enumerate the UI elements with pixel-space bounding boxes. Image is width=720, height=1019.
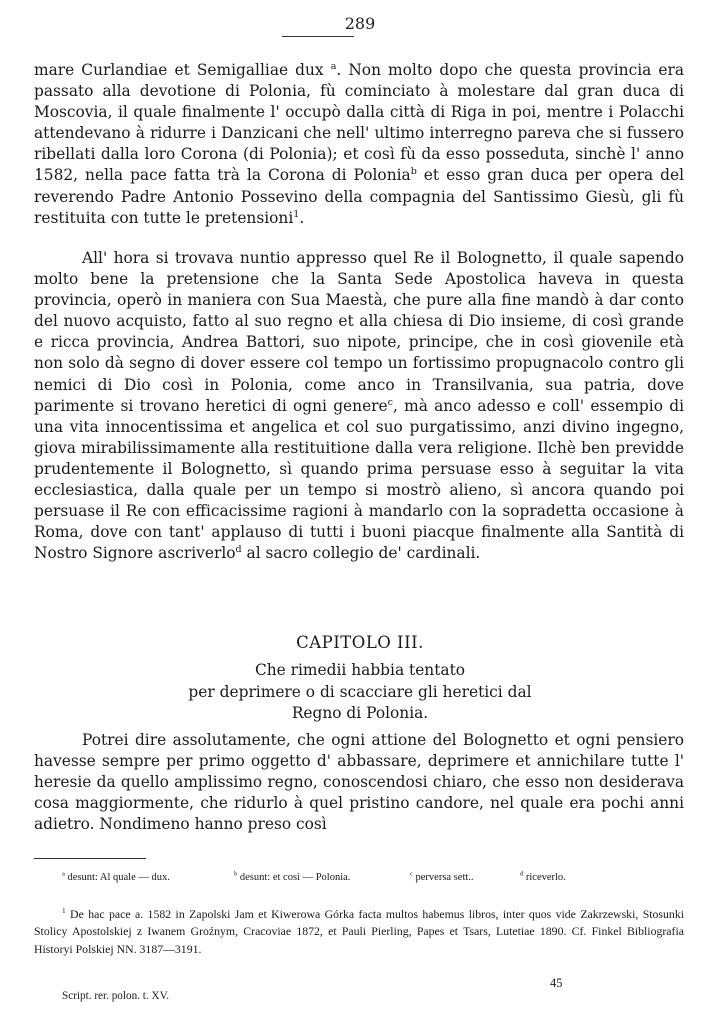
paragraph-1-text-d: .	[299, 208, 305, 227]
apparatus-note-mark: c	[410, 870, 413, 878]
header-rule	[282, 36, 354, 37]
paragraph-1	[34, 60, 684, 229]
apparatus-mark-d: d	[235, 544, 242, 556]
apparatus-note-mark: d	[520, 870, 524, 878]
apparatus-note-text: riceverlo.	[523, 872, 566, 883]
paragraph-2-text-b: , mà anco adesso e coll' essempio di una vita innocentissima et angelica et col suo purgatissimo, anzi divino ingegno, giova mirabilissimamente alla restituitione dalla vera religione. Ilchè ben previdde prudentemente il Bolognetto, sì quando prima persuase esso à seguitar la vita ecclesiastica, dalla quale per un tempo si mostrò alieno, sì ancora quando poi persuase il Re con efficacissime ragioni à mandarlo con la sopradetta occasione à Roma, dove con tant' applauso di tutti i buoni piacque finalmente alla Santità di Nostro Signore ascriverlo	[34, 396, 684, 563]
apparatus-note-text: desunt: et così — Polonia.	[237, 872, 351, 883]
footnote-text: De hac pace a. 1582 in Zapolski Jam et Kiwerowa Górka facta multos habemus libros, inter quos vide Zakrzewski, Stosunki Stolicy Apostolskiej z Iwanem Groźnym, Cracoviae 1872, et Pauli Pierling, Papes et Tsars, Lutetiae 1890. Cf. Finkel Bibliografia Historyi Polskiej NN. 3187—3191.	[34, 907, 684, 956]
chapter-title: CAPITOLO III.	[296, 633, 424, 652]
apparatus-note-mark: b	[234, 870, 238, 878]
chapter-subtitle-line-1: Che rimedii habbia tentato	[254, 661, 466, 679]
apparatus-note-d	[520, 872, 566, 883]
paragraph-3-text: Potrei dire assolutamente, che ogni attione del Bolognetto et ogni pensiero havesse sempre per primo oggetto d' abbassare, deprimere et annichilare tutte l' heresie da quello amplissimo regno, conoscendosi chiaro, che esso non desiderava cosa maggiormente, che ridurlo à quel pristino candore, nel quale era pochi anni adietro. Nondimeno hanno preso così	[34, 731, 684, 834]
paragraph-3	[34, 730, 684, 835]
paragraph-2-text-c: al sacro collegio de' cardinali.	[241, 544, 481, 563]
paragraph-1-text-c: et esso gran duca per opera del reverendo Padre Antonio Possevino della compagnia del Santissimo Giesù, gli fù restituita con tutte le pretensioni	[34, 166, 684, 227]
apparatus-note-text: desunt: Al quale — dux.	[64, 872, 170, 883]
apparatus-mark-b: b	[410, 166, 417, 178]
footnote-rule	[34, 858, 146, 859]
printer-signature: Script. rer. polon. t. XV.	[62, 990, 170, 1002]
paragraph-2	[34, 248, 684, 564]
apparatus-note-c	[410, 872, 474, 883]
chapter-subtitle-line-2: per deprimere o di scacciare gli heretici dal	[188, 682, 532, 701]
paragraph-1-text-a: mare Curlandiae et Semigalliae dux	[34, 61, 331, 79]
footnote-1	[34, 906, 684, 958]
footnote-mark: 1	[62, 906, 66, 916]
apparatus-mark-a: a	[330, 60, 337, 72]
apparatus-note-text: perversa sett..	[412, 872, 474, 883]
sheet-number: 45	[550, 976, 563, 990]
apparatus-note-a	[62, 872, 170, 883]
apparatus-note-mark: a	[62, 870, 65, 878]
chapter-subtitle-line-3: Regno di Polonia.	[291, 704, 429, 723]
apparatus-mark-c: c	[387, 396, 393, 408]
chapter-subtitle	[0, 660, 720, 725]
paragraph-2-text-a: All' hora si trovava nuntio appresso quel Re il Bolognetto, il quale sapendo molto bene la pretensione che la Santa Sede Apostolica haveva in questa provincia, operò in maniera con Sua Maestà, che pure alla fine mandò à dar conto del nuovo acquisto, fatto al suo regno et alla chiesa di Dio insieme, di così grande e ricca provincia, Andrea Battori, suo nipote, principe, che in così giovenile età non solo dà segno di dover essere col tempo un fortissimo propugnacolo contro gli nemici di Dio così in Polonia, come anco in Transilvania, sua patria, dove parimente si trovano heretici di ogni genere	[34, 249, 684, 415]
apparatus-note-b	[234, 872, 350, 883]
page-number: 289	[344, 14, 376, 33]
paragraph-1-text-b: . Non molto dopo che questa provincia era passato alla devotione di Polonia, fù cominciato à molestare dal gran duca di Moscovia, il quale finalmente l' occupò dalla città di Riga in poi, mentre i Polacchi attendevano à ridurre i Danzicani che nell' ultimo interregno pareva che si fussero ribellati dalla loro Corona (di Polonia); et così fù da esso posseduta, sinchè l' anno 1582, nella pace fatta trà la Corona di Polonia	[34, 61, 685, 185]
footnote-mark-1: 1	[293, 208, 300, 220]
